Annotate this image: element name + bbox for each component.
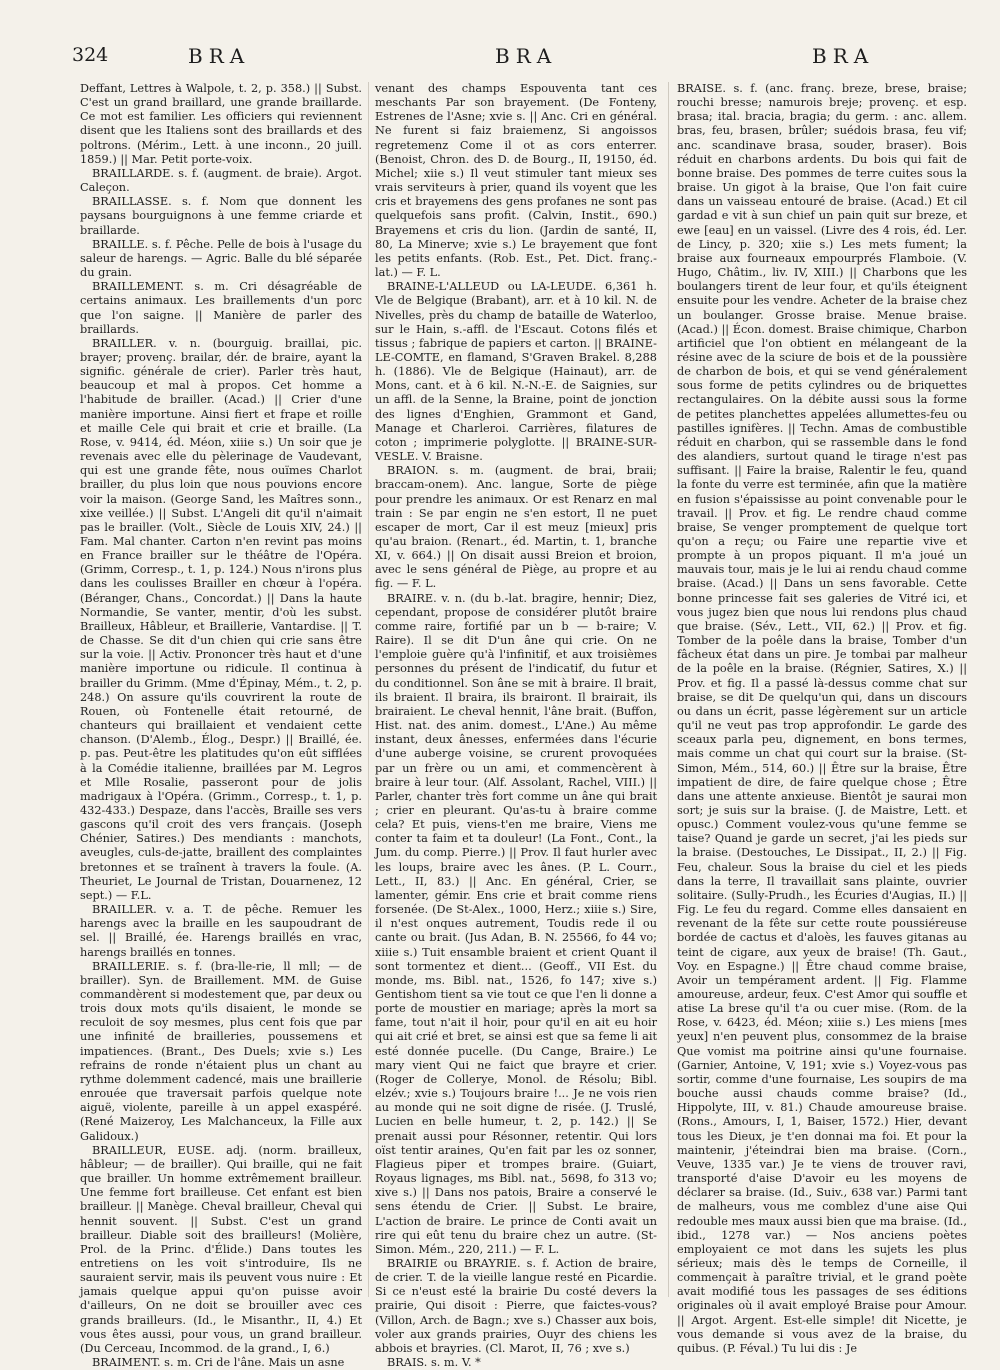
dictionary-entry: BRAILLER. v. a. T. de pêche. Remuer les harengs avec la braille en les saupoudrant de sel. || Braillé, ée. Harengs braillés en vrac, harengs braillés en tonnes. [80,903,362,959]
page-header [0,44,1000,74]
page-number: 324 [72,44,109,66]
dictionary-entry: BRAIMENT. s. m. Cri de l'âne. Mais un asne [92,1356,345,1370]
dictionary-entry: Deffant, Lettres à Walpole, t. 2, p. 358.) || Subst. C'est un grand braillard, une grande braillarde. Ce mot est familier. Les officiers qui reviennent disent que les Italiens sont des braillards et des poltrons. (Mérim., Lett. à une inconn., 20 juill. 1859.) || Mar. Petit porte-voix. [80,82,362,166]
dictionary-entry: BRAILLEUR, EUSE. adj. (norm. brailleux, hâbleur; — de brailler). Qui braille, qui ne fait que brailler. Un homme extrêmement brailleur. Une femme fort brailleuse. Cet enfant est bien brailleur. || Manège. Cheval brailleur, Cheval qui hennit souvent. || Subst. C'est un grand brailleur. Diable soit des brailleurs! (Molière, Prol. de la Princ. d'Élide.) Dans toutes les entretiens on les voit s'introduire, Ils ne sauraient servir, mais ils peuvent vous nuire : Et jamais quelque appui qu'on puisse avoir d'ailleurs, On ne doit se brouiller avec ces grands brailleurs. (Id., le Misanthr., II, 4.) Et vous êtes aussi, pour vous, un grand brailleur. (Du Cerceau, Incommod. de la grand., I, 6.) [80,1143,362,1355]
dictionary-entry: venant des champs Espouventa tant ces meschants Par son brayement. (De Fonteny, Estrenes de l'Asne; xvie s. || Anc. Cri en général. Ne furent si faiz braiemenz, Si angoissos regretemenz Come il ot as cors enterrer. (Benoist, Chron. des D. de Bourg., II, 19150, éd. Michel; xiie s.) Il veut stimuler tant mieux ses vrais serviteurs à prier, quand ils voyent que les cris et brayemens des gens profanes ne sont pas quelquefois sans profit. (Calvin, Instit., 690.) Brayemens et cris du lion. (Jardin de santé, II, 80, La Minerve; xvie s.) Le brayement que font les petits enfants. (Rob. Est., Pet. Dict. franç.-lat.) — F. L. [375,82,657,280]
dictionary-entry: BRAILLERIE. s. f. (bra-lle-rie, ll mll; — de brailler). Syn. de Braillement. MM. de Guise commandèrent si modestement que, par deux ou trois doux mots qu'ils disaient, le monde se reculoit de soy mesmes, plus cent fois que par une infinité de brailleries, poussemens et impatiences. (Brant., Des Duels; xvie s.) Les refrains de ronde n'étaient plus un chant au rythme dolemment cadencé, mais une braillerie enrouée que traversait parfois quelque note aiguë, violente, pareille à un appel exaspéré. (René Maizeroy, Les Malchanceux, la Fille aux Galidoux.) [80,959,362,1143]
dictionary-entry: BRAIRIE ou BRAYRIE. s. f. Action de braire, de crier. T. de la vieille langue resté en Picardie. Si ce n'eust esté la brairie Du costé devers la prairie, Qui disoit : Pierre, que faictes-vous? (Villon, Arch. de Bagn.; xve s.) Chasser aux bois, voler aux grands prairies, Ouyr des chiens les abbois et brayries. (Cl. Marot, II, 76 ; xve s.) [375,1256,657,1355]
column-divider [668,82,669,1297]
text-column-right [677,82,967,1355]
dictionary-entry: BRAILLER. v. n. (bourguig. braillai, pic. brayer; provenç. brailar, dér. de braire, ayant la signific. générale de crier). Parler très haut, beaucoup et mal à propos. Cet homme a l'habitude de brailler. (Acad.) || Crier d'une manière importune. Ainsi fiert et frape et roille et maille Cele qui brait et crie et braille. (La Rose, v. 9414, éd. Méon, xiiie s.) Un soir que je revenais avec elle du pèlerinage de Vaudevant, qui est une grande fête, nous ouïmes Charlot brailler, du plus loin que nous pouvions encore voir la maison. (George Sand, les Maîtres sonn., xixe veillée.) || Subst. L'Angeli dit qu'il n'aimait pas le brailler. (Volt., Siècle de Louis XIV, 24.) || Fam. Mal chanter. Carton n'en revint pas moins en France brailler sur le théâtre de l'Opéra. (Grimm, Corresp., t. 1, p. 124.) Nous n'irons plus dans les coulisses Brailler en chœur à l'opéra. (Béranger, Chans., Concordat.) || Dans la haute Normandie, Se vanter, mentir, d'où les subst. Brailleux, Hâbleur, et Braillerie, Vantardise. || T. de Chasse. Se dit d'un chien qui crie sans être sur la voie. || Activ. Prononcer très haut et d'une manière importune ou ridicule. Il continua à brailler du Grimm. (Mme d'Épinay, Mém., t. 2, p. 248.) On assure qu'ils couvrirent la route de Rouen, où Fontenelle était retourné, de chanteurs qui braillaient et vendaient cette chanson. (D'Alemb., Élog., Despr.) || Braillé, ée. p. pas. Peut-être les platitudes qu'on eût sifflées à la Comédie italienne, braillées par M. Legros et Mlle Rosalie, passeront pour de jolis madrigaux à l'Opéra. (Grimm., Corresp., t. 1, p. 432-433.) Despaze, dans l'accès, Braille ses vers gascons qu'il croit des vers français. (Joseph Chénier, Satires.) Des mendiants : manchots, aveugles, culs-de-jatte, braillent des complaintes bretonnes et se traînent à travers la foule. (A. Theuriet, Le Journal de Tristan, Douarnenez, 12 sept.) — F.L. [80,336,362,902]
dictionary-entry: BRAIRE. v. n. (du b.-lat. bragire, hennir; Diez, cependant, propose de considérer plutôt braire comme raire, fortifié par un b — b-raire; V. Raire). Il se dit D'un âne qui crie. On ne l'emploie guère qu'à l'infinitif, et aux troisièmes personnes du présent de l'indicatif, du futur et du conditionnel. Son âne se mit à braire. Il brait, ils braient. Il braira, ils brairont. Il brairait, ils brairaient. Le cheval hennit, l'âne brait. (Buffon, Hist. nat. des anim. domest., L'Ane.) Au même instant, deux ânesses, enfermées dans l'écurie d'une auberge voisine, se crurent provoquées par un frère ou un ami, et commencèrent à braire à leur tour. (Alf. Assolant, Rachel, VIII.) || Parler, chanter très fort comme un âne qui brait ; crier en pleurant. Qu'as-tu à braire comme cela? Et puis, viens-t'en me braire, Viens me conter ta faim et ta douleur! (La Font., Cont., la Jum. du comp. Pierre.) || Prov. Il faut hurler avec les loups, braire avec les ânes. (P. L. Courr., Lett., II, 83.) || Anc. En général, Crier, se lamenter, gémir. Ens crie et brait comme riens forsenée. (De St-Alex., 1000, Herz.; xiiie s.) Sire, il n'est onques autrement, Toudis rede il ou cante ou brait. (Jus Adan, B. N. 25566, fo 44 vo; xiiie s.) Tuit ensamble braient et crient Quant il sont tormentez et dient... (Geoff., VII Est. du monde, ms. Bibl. nat., 1526, fo 147; xive s.) Gentishom tient sa vie tout ce que l'en li donne a porte de moustier en mariage; après la mort sa fame, tout n'ait il hoir, pour qu'il en ait eu hoir qui ait crié et bret, se ainsi est que sa feme li ait esté donnée pucelle. (Du Cange, Braire.) Le mary vient Qui ne faict que brayre et crier. (Roger de Collerye, Monol. de Résolu; Bibl. elzév.; xvie s.) Toujours braire !... Je ne vois rien au monde qui ne soit digne de risée. (J. Truslé, Lucien en belle humeur, t. 2, p. 142.) || Se prenait aussi pour Résonner, retentir. Qui lors oïst tentir araines, Qu'en fait par les oz sonner, Flagieus piper et trompes braire. (Guiart, Royaus lignages, ms Bibl. nat., 5698, fo 313 vo; xive s.) || Dans nos patois, Braire a conservé le sens étendu de Crier. || Subst. Le braire, L'action de braire. Le prince de Conti avait un rire qui eût tenu du braire chez un autre. (St-Simon. Mém., 220, 211.) — F. L. [375,591,657,1256]
text-column-left [80,82,362,1370]
dictionary-entry: BRAIS. s. m. V. * [387,1356,481,1370]
dictionary-entry: BRAILLEMENT. s. m. Cri désagréable de certains animaux. Les braillements d'un porc que l'on saigne. || Manière de parler des braillards. [80,280,362,336]
dictionary-entry: BRAINE-L'ALLEUD ou LA-LEUDE. 6,361 h. Vle de Belgique (Brabant), arr. et à 10 kil. N. de Nivelles, près du champ de bataille de Waterloo, sur le Hain, s.-affl. de l'Escaut. Cotons filés et tissus ; fabrique de papiers et carton. || BRAINE-LE-COMTE, en flamand, S'Graven Brakel. 8,288 h. (1886). Vle de Belgique (Hainaut), arr. de Mons, cant. et à 6 kil. N.-N.-E. de Saignies, sur un affl. de la Senne, la Braine, point de jonction des lignes d'Enghien, Grammont et Gand, Manage et Charleroi. Carrières, filatures de coton ; imprimerie polyglotte. || BRAINE-SUR-VESLE. V. Braisne. [375,280,657,464]
dictionary-entry: BRAILLASSE. s. f. Nom que donnent les paysans bourguignons à une femme criarde et braillarde. [80,195,362,237]
dictionary-entry: BRAISE. s. f. (anc. franç. breze, brese, braise; rouchi bresse; namurois breje; provenç. et esp. brasa; ital. bracia, bragia; du germ. : anc. allem. bras, feu, brasen, brûler; suédois brasa, feu vif; anc. scandinave brasa, souder, braser). Bois réduit en charbons ardents. Du bois qui fait de bonne braise. Des pommes de terre cuites sous la braise. Un gigot à la braise, Que l'on fait cuire dans un vaisseau entouré de braise. (Acad.) Et cil gardad e vit à sun chief un pain quit sur breze, et ewe [eau] en un vaissel. (Livre des 4 rois, éd. Ler. de Lincy, p. 320; xiie s.) Les mets fument; la braise aux fourneaux empourprés Flamboie. (V. Hugo, Châtim., liv. IV, XIII.) || Charbons que les boulangers tirent de leur four, et qu'ils éteignent ensuite pour les vendre. Acheter de la braise chez un boulanger. Grosse braise. Menue braise. (Acad.) || Écon. domest. Braise chimique, Charbon artificiel que l'on obtient en mélangeant de la résine avec de la sciure de bois et de la poussière de charbon de bois, et qui se vend généralement sous forme de petits cylindres ou de briquettes rectangulaires. On la débite aussi sous la forme de petites planchettes appelées allumettes-feu ou pastilles ignifères. || Techn. Amas de combustible réduit en charbon, qui se rassemble dans le fond des alandiers, surtout quand le tirage n'est pas suffisant. || Faire la braise, Ralentir le feu, quand la fonte du verre est terminée, afin que la matière en fusion s'épaississe au point convenable pour le travail. || Prov. et fig. Le rendre chaud comme braise, Se venger promptement de quelque tort qu'on a reçu; ou Faire une repartie vive et prompte à un propos piquant. Il m'a joué un mauvais tour, mais je le lui ai rendu chaud comme braise. (Acad.) || Dans un sens favorable. Cette bonne princesse fait ses galeries de Vitré ici, et vous jugez bien que nous lui rendons plus chaud que braise. (Sév., Lett., VII, 62.) || Prov. et fig. Tomber de la poêle dans la braise, Tomber d'un fâcheux état dans un pire. Je tombai par malheur de la poêle en la braise. (Régnier, Satires, X.) || Prov. et fig. Il a passé là-dessus comme chat sur braise, se dit De quelqu'un qui, dans un discours ou dans un écrit, passe légèrement sur un article qu'il ne veut pas trop approfondir. Le garde des sceaux parla peu, dignement, en bons termes, mais comme un chat qui court sur la braise. (St-Simon, Mém., 514, 60.) || Être sur la braise, Être impatient de dire, de faire quelque chose ; Être dans une attente anxieuse. Bientôt je saurai mon sort; je suis sur la braise. (J. de Maistre, Lett. et opusc.) Comment voulez-vous qu'une femme se taise? Quand je garde un secret, j'ai les pieds sur la braise. (Destouches, Le Dissipat., II, 2.) || Fig. Feu, chaleur. Sous la braise du ciel et les pieds dans la terre, Il travaillait sans plainte, ouvrier solitaire. (Sully-Prudh., les Écuries d'Augias, II.) || Fig. Le feu du regard. Comme elles dansaient en revenant de la fête sur cette route poussiéreuse bordée de cactus et d'aloès, les fauves gitanas au teint de cigare, aux yeux de braise! (Th. Gaut., Voy. en Espagne.) || Être chaud comme braise, Avoir un tempérament ardent. || Fig. Flamme amoureuse, ardeur, feux. C'est Amor qui souffle et atise La brese qu'il t'a ou cuer mise. (Rom. de la Rose, v. 6423, éd. Méon; xiiie s.) Les miens [mes yeux] n'en peuvent plus, consommez de la braise Que vomist ma poitrine ainsi qu'une fournaise. (Garnier, Antoine, V, 191; xvie s.) Voyez-vous pas sortir, comme d'une fournaise, Les soupirs de ma bouche aussi chauds comme braise? (Id., Hippolyte, III, v. 81.) Chaude amoureuse braise. (Rons., Amours, I, 1, Baiser, 1572.) Hier, devant tous les Dieux, je t'en donnai ma foi. Et pour la maintenir, j'éteindrai bien ma braise. (Corn., Veuve, 1335 var.) Je te viens de trouver ravi, transporté d'aise D'avoir eu les moyens de déclarer sa braise. (Id., Suiv., 638 var.) Parmi tant de malheurs, vous me comblez d'une aise Qui redouble mes maux aussi bien que ma braise. (Id., ibid., 1278 var.) — Nos anciens poètes employaient ce mot dans les sujets les plus sérieux; mais dès le temps de Corneille, il commençait à paraître trivial, et le grand poète avait modifié tous les passages de ses éditions originales où il avait employé Braise pour Amour. || Argot. Argent. Est-elle simple! dit Nicette, je vous demande si vous avez de la braise, du quibus. (P. Féval.) Tu lui dis : Je [677,82,967,1355]
dictionary-entry: BRAION. s. m. (augment. de brai, braii; braccam-onem). Anc. langue, Sorte de piège pour prendre les animaux. Or est Renarz en mal train : Se par engin ne s'en estort, Il ne puet escaper de mort, Car il est meuz [mieux] pris qu'au braion. (Renart., éd. Martin, t. 1, branche XI, v. 664.) || On disait aussi Breion et broion, avec le sens général de Piège, au propre et au fig. — F. L. [375,464,657,591]
running-headword-center: BRA [495,44,558,68]
running-headword-left: BRA [188,44,251,68]
text-column-middle [375,82,657,1370]
dictionary-entry: BRAILLE. s. f. Pêche. Pelle de bois à l'usage du saleur de harengs. — Agric. Balle du blé séparée du grain. [80,237,362,280]
running-headword-right: BRA [812,44,875,68]
column-divider [368,82,369,1297]
dictionary-entry: BRAILLARDE. s. f. (augment. de braie). Argot. Caleçon. [80,166,362,195]
